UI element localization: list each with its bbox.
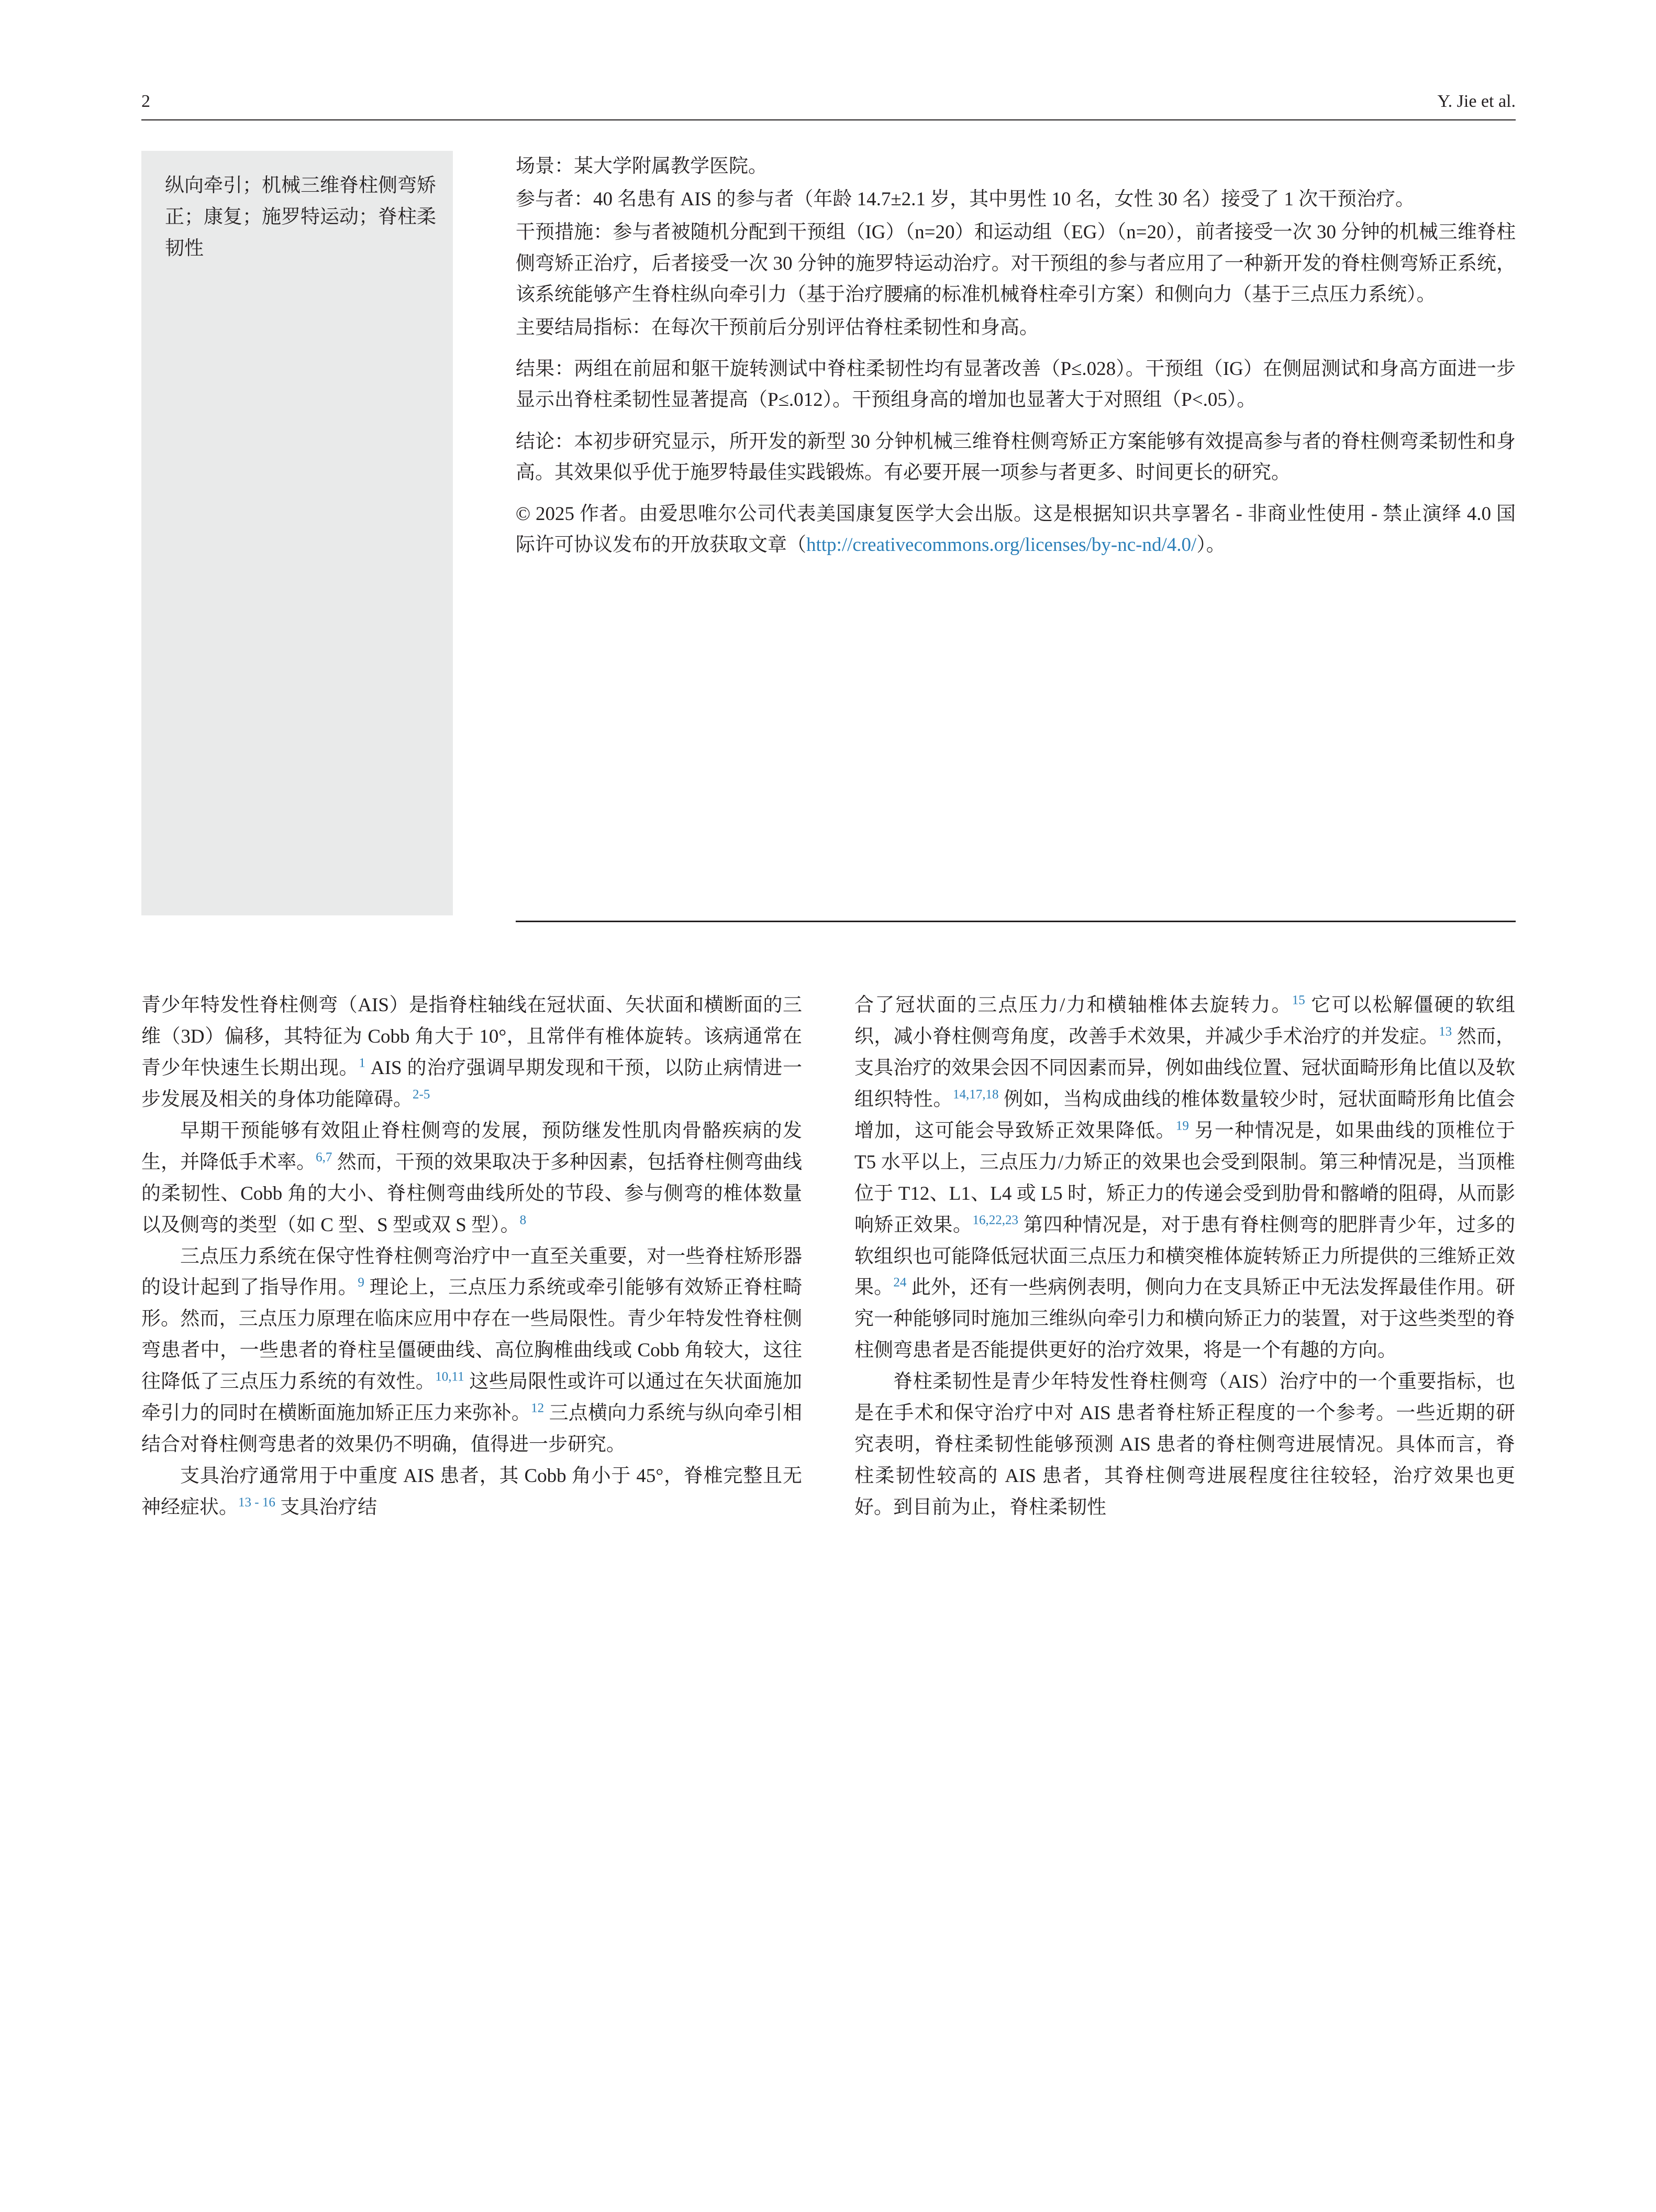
para-text: 它可以松解僵硬的软组织，减小脊柱侧弯角度，改善手术效果，并减少手术治疗的并发症。 xyxy=(854,994,1516,1047)
para-text: 然而，支具治疗的效果会因不同因素而异，例如曲线位置、冠状面畸形角比值以及软组织特性。 xyxy=(854,1025,1516,1110)
para-text: 然而，干预的效果取决于多种因素，包括脊柱侧弯曲线的柔韧性、Cobb 角的大小、脊柱侧弯曲线所处的节段、参与侧弯的椎体数量以及侧弯的类型（如 C 型、S 型或双 S 型）。 xyxy=(141,1151,803,1236)
para-text: 青少年特发性脊柱侧弯（AIS）是指脊柱轴线在冠状面、矢状面和横断面的三维（3D）偏移，其特征为 Cobb 角大于 10°，且常伴有椎体旋转。该病通常在青少年快速生长期出现。 xyxy=(141,994,802,1079)
para-text: 早期干预能够有效阻止脊柱侧弯的发展，预防继发性肌肉骨骼疾病的发生，并降低手术率。 xyxy=(141,1120,802,1173)
citation-ref[interactable]: 6,7 xyxy=(316,1150,332,1165)
citation-ref[interactable]: 1 xyxy=(359,1056,365,1070)
running-head-authors: Y. Jie et al. xyxy=(1437,92,1516,111)
abstract-results: 结果：两组在前屈和躯干旋转测试中脊柱柔韧性均有显著改善（P≤.028）。干预组（IG）在侧屈测试和身高方面进一步显示出脊柱柔韧性显著提高（P≤.012）。干预组身高的增加也显著大于对照组（P<.05）。 xyxy=(516,358,1516,411)
paragraph-bracing xyxy=(141,1461,802,1523)
paragraph-spinal-flexibility: 脊柱柔韧性是青少年特发性脊柱侧弯（AIS）治疗中的一个重要指标，也是在手术和保守治疗中对 AIS 患者脊柱矫正程度的一个参考。一些近期的研究表明，脊柱柔韧性能够预测 AIS 患者的脊柱侧弯进展情况。具体而言，脊柱柔韧性较高的 AIS 患者，其脊柱侧弯进展程度往往较轻，治疗效果也更好。到目前为止，脊柱柔韧性 xyxy=(854,1371,1515,1518)
abstract-participants: 参与者：40 名患有 AIS 的参与者（年龄 14.7±2.1 岁，其中男性 10 名，女性 30 名）接受了 1 次干预治疗。 xyxy=(516,189,1415,211)
citation-ref[interactable]: 16,22,23 xyxy=(972,1213,1019,1227)
para-text: 第四种情况是，对于患有脊柱侧弯的肥胖青少年，过多的软组织也可能降低冠状面三点压力和横突椎体旋转矫正力所提供的三维矫正效果。 xyxy=(854,1214,1516,1299)
keywords-text: 纵向牵引；机械三维脊柱侧弯矫正；康复；施罗特运动；脊柱柔韧性 xyxy=(165,175,436,259)
abstract-setting: 场景：某大学附属教学医院。 xyxy=(516,156,768,177)
para-text: 另一种情况是，如果曲线的顶椎位于 T5 水平以上，三点压力/力矫正的效果也会受到限制。第三种情况是，当顶椎位于 T12、L1、L4 或 L5 时，矫正力的传递会受到肋骨和髂嵴的阻碍，从而影响矫正效果。 xyxy=(854,1120,1516,1236)
copyright-text-part2: ）。 xyxy=(1196,534,1226,556)
abstract-conclusion: 结论：本初步研究显示，所开发的新型 30 分钟机械三维脊柱侧弯矫正方案能够有效提高参与者的脊柱侧弯柔韧性和身高。其效果似乎优于施罗特最佳实践锻炼。有必要开展一项参与者更多、时间更长的研究。 xyxy=(516,430,1516,483)
right-column xyxy=(854,990,1515,1849)
header-divider xyxy=(141,119,1516,120)
creative-commons-link[interactable]: http://creativecommons.org/licenses/by-nc-nd/4.0/ xyxy=(806,534,1197,556)
para-text: AIS 的治疗强调早期发现和干预，以防止病情进一步发展及相关的身体功能障碍。 xyxy=(141,1057,803,1110)
body-columns xyxy=(141,990,1516,1849)
para-text: 理论上，三点压力系统或牵引能够有效矫正脊柱畸形。然而，三点压力原理在临床应用中存在一些局限性。青少年特发性脊柱侧弯患者中，一些患者的脊柱呈僵硬曲线、高位胸椎曲线或 Cobb 角较大，这往往降低了三点压力系统的有效性。 xyxy=(141,1277,803,1393)
abstract-intervention: 干预措施：参与者被随机分配到干预组（IG）（n=20）和运动组（EG）（n=20），前者接受一次 30 分钟的机械三维脊柱侧弯矫正治疗，后者接受一次 30 分钟的施罗特运动治疗。对干预组的参与者应用了一种新开发的脊柱侧弯矫正系统，该系统能够产生脊柱纵向牵引力（基于治疗腰痛的标准机械脊柱牵引方案）和侧向力（基于三点压力系统）。 xyxy=(516,222,1516,305)
citation-ref[interactable]: 8 xyxy=(519,1213,527,1227)
citation-ref[interactable]: 13 - 16 xyxy=(238,1495,275,1510)
para-text: 这些局限性或许可以通过在矢状面施加牵引力的同时在横断面施加矫正压力来弥补。 xyxy=(141,1371,803,1424)
citation-ref[interactable]: 24 xyxy=(893,1276,907,1290)
para-text: 支具治疗通常用于中重度 AIS 患者，其 Cobb 角小于 45°，脊椎完整且无神经症状。 xyxy=(141,1465,802,1518)
citation-ref[interactable]: 12 xyxy=(531,1401,544,1415)
page-number: 2 xyxy=(141,92,150,111)
para-text: 支具治疗结 xyxy=(280,1497,377,1518)
citation-ref[interactable]: 10,11 xyxy=(435,1369,464,1384)
left-column xyxy=(141,990,802,1849)
citation-ref[interactable]: 9 xyxy=(358,1276,364,1290)
abstract-section xyxy=(516,151,1516,571)
citation-ref[interactable]: 13 xyxy=(1439,1024,1452,1039)
keywords-box xyxy=(141,151,453,915)
paragraph-early-intervention xyxy=(141,1115,802,1241)
para-text: 例如，当构成曲线的椎体数量较少时，冠状面畸形角比值会增加，这可能会导致矫正效果降低。 xyxy=(854,1088,1516,1142)
abstract-main-outcome: 主要结局指标：在每次干预前后分别评估脊柱柔韧性和身高。 xyxy=(516,316,1039,338)
para-text: 此外，还有一些病例表明，侧向力在支具矫正中无法发挥最佳作用。研究一种能够同时施加三维纵向牵引力和横向矫正力的装置，对于这些类型的脊柱侧弯患者是否能提供更好的治疗效果，将是一个有趣的方向。 xyxy=(854,1277,1516,1362)
para-text: 三点横向力系统与纵向牵引相结合对脊柱侧弯患者的效果仍不明确，值得进一步研究。 xyxy=(141,1402,803,1456)
citation-ref[interactable]: 19 xyxy=(1175,1119,1189,1133)
copyright-text-part1: © 2025 作者。由爱思唯尔公司代表美国康复医学大会出版。这是根据知识共享署名 - 非商业性使用 - 禁止演绎 4.0 国际许可协议发布的开放获取文章（ xyxy=(516,503,1516,556)
paragraph-intro xyxy=(141,990,802,1115)
citation-ref[interactable]: 2-5 xyxy=(413,1087,430,1102)
paragraph-bracing-continued xyxy=(854,990,1515,1366)
para-text: 合了冠状面的三点压力/力和横轴椎体去旋转力。 xyxy=(854,994,1292,1016)
citation-ref[interactable]: 15 xyxy=(1292,993,1305,1008)
para-text: 三点压力系统在保守性脊柱侧弯治疗中一直至关重要，对一些脊柱矫形器的设计起到了指导作用。 xyxy=(141,1245,802,1299)
citation-ref[interactable]: 14,17,18 xyxy=(952,1087,999,1102)
copyright-notice xyxy=(516,499,1516,560)
running-head xyxy=(141,92,1516,112)
abstract-divider xyxy=(516,921,1516,922)
paragraph-three-point-pressure xyxy=(141,1241,802,1461)
